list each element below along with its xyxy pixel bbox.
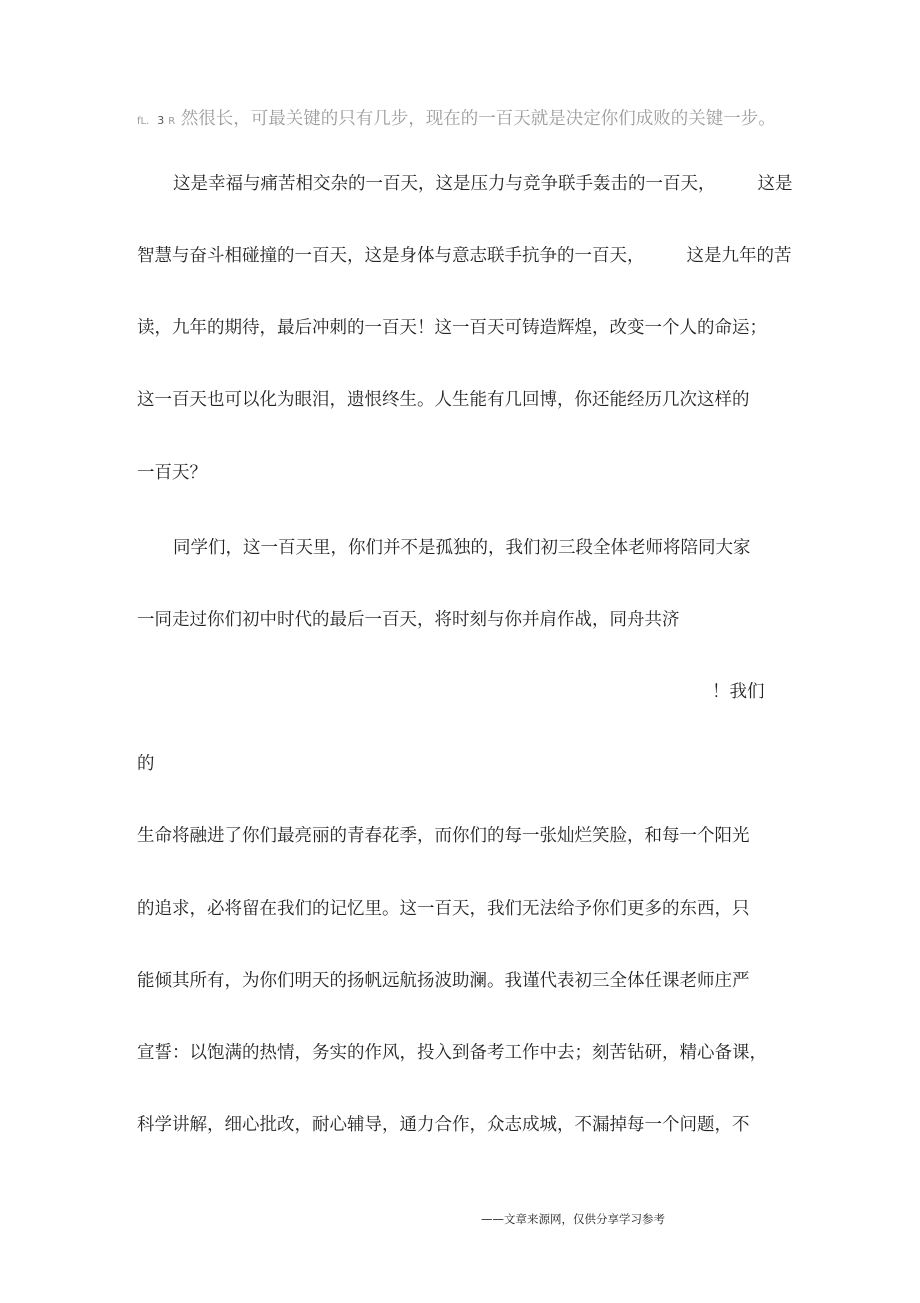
paragraph-2-line-9: 科学讲解，细心批改，耐心辅导，通力合作，众志成城，不漏掉每一个问题，不 <box>137 1115 750 1135</box>
paragraph-2-line-4: 的 <box>137 754 155 774</box>
paragraph-1-line-2 <box>137 244 792 268</box>
paragraph-2-line-3: ！我们 <box>712 682 765 702</box>
scan-artifact-r: R <box>168 116 176 127</box>
paragraph-1-line-2a: 智慧与奋斗相碰撞的一百天，这是身体与意志联手抗争的一百天， <box>137 246 645 266</box>
paragraph-1-line-1b: 这是 <box>757 174 793 194</box>
paragraph-2-line-7: 能倾其所有，为你们明天的扬帆远航扬波助澜。我谨代表初三全体任课老师庄严 <box>137 971 750 991</box>
paragraph-2-line-6: 的追求，必将留在我们的记忆里。这一百天，我们无法给予你们更多的东西，只 <box>137 899 750 919</box>
paragraph-2-line-8: 宣誓：以饱满的热情，务实的作风，投入到备考工作中去；刻苦钻研，精心备课， <box>137 1043 767 1063</box>
paragraph-1-line-2b: 这是九年的苦 <box>686 246 792 266</box>
footer-source-note: ——文章来源网，仅供分享学习参考 <box>481 1212 665 1226</box>
scan-artifact-prefix: fL. <box>137 116 150 127</box>
first-line <box>137 107 776 134</box>
paragraph-2-line-2: 一同走过你们初中时代的最后一百天，将时刻与你并肩作战，同舟共济 <box>137 610 680 630</box>
paragraph-1-line-5: 一百天？ <box>137 463 207 483</box>
first-line-text: 然很长，可最关键的只有几步，现在的一百天就是决定你们成败的关键一步。 <box>180 109 776 129</box>
paragraph-2-line-1 <box>137 536 751 560</box>
paragraph-2-line-5: 生命将融进了你们最亮丽的青春花季，而你们的每一张灿烂笑脸，和每一个阳光 <box>137 826 750 846</box>
paragraph-1-line-1 <box>137 172 793 196</box>
paragraph-1-line-4: 这一百天也可以化为眼泪，遗恨终生。人生能有几回博，你还能经历几次这样的 <box>137 390 750 410</box>
paragraph-1-line-1a: 这是幸福与痛苦相交杂的一百天，这是压力与竞争联手轰击的一百天， <box>173 174 716 194</box>
paragraph-2-line-1-text: 同学们，这一百天里，你们并不是孤独的，我们初三段全体老师将陪同大家 <box>173 538 751 558</box>
scan-artifact-number: 3 <box>157 114 165 127</box>
paragraph-1-line-3: 读，九年的期待，最后冲刺的一百天！这一百天可铸造辉煌，改变一个人的命运； <box>137 318 767 338</box>
